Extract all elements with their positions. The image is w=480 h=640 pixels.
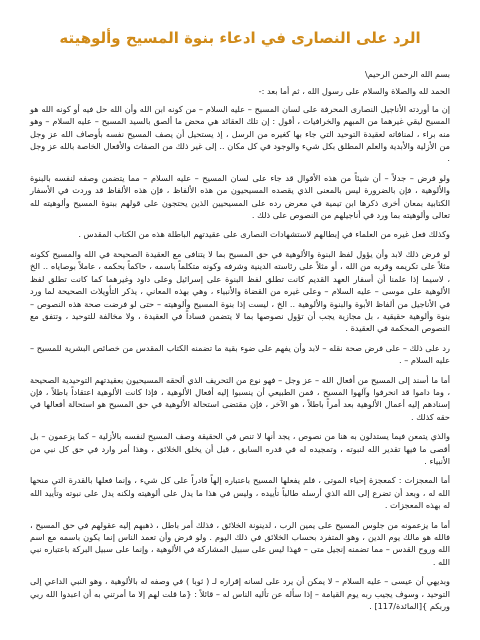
body-paragraph: إن ما أوردته الأناجيل النصارى المحرفة على لسان المسيح – عليه السلام – من كونه ابن الله وأن الله حل فيه أو كونه الله هو المسيح ليقي غيرهما من المبهم والخرافيات ، أقول : إن تلك العقائد هي محض ما ألصق بالسيد المسيح – عليه السلام – وهو منه براء ، لمنافاته لعقيدة التوحيد التي جاء بها كغيره من الرسل ، إذ يستحيل أن يصف المسيح نفسه بأوصاف الله عز وجل من الأزلية والأبدية والعلم المطلق بكل شيء والوجود في كل مكان .. إلى غير ذلك من الصفات والأفعال الخاصة بالله عز وجل . (30, 103, 450, 164)
body-paragraph: أما ما يزعمونه من جلوس المسيح على يمين الرب ، لدينونة الخلائق ، فذلك أمر باطل ، ذهبهم إليه عقولهم في حق المسيح ، فالله هو مالك يوم الدين ، وهو المتفرد بحساب الخلائق في ذلك اليوم . ولو فرض وأن تعمد الناس إنما يكون باسمه مع اسم الله وروح القدس – مما تضمنه إنجيل متى – فهذا ليس على سبيل المشاركة في الألوهية ، وإنما على سبيل البركة باعتباره نبي الله . (30, 519, 450, 567)
document-title: الرد على النصارى في ادعاء بنوة المسيح وألوهيته (59, 29, 421, 47)
opening-line: الحمد لله والصلاة والسلام على رسول الله ، ثم أما بعد :- (258, 86, 450, 97)
body-paragraph: وبديهي أن عيسى – عليه السلام – لا يمكن أن يرد على لسانه إقراره لـ ( ثوبا ) في وصفه له بالألوهية ، وهو النبي الداعي إلى التوحيد ، وسوف يجيب ربه يوم القيامة – إذا سأله عن تأليه الناس له – قائلاً : {ما قلت لهم إلا ما أمرتني به أن اعبدوا الله ربي وربكم }[المائدة/117] . (30, 576, 450, 612)
body-paragraph: وكذلك فعل غيره من العلماء في إبطالهم لاستشهادات النصارى على عقيدتهم الباطلة هذه من الكتاب المقدس . (78, 229, 450, 240)
body-paragraph: رد على ذلك – على فرض صحة نقله – لابد وأن يفهم على ضوء بقية ما تضمنه الكتاب المقدس من خصائص البشرية للمسيح – عليه السلام – . (30, 342, 450, 366)
basmala: بسم الله الرحمن الرحيم\ (364, 69, 450, 79)
body-paragraph: ولو فرض – جدلاً – أن شيئاً من هذه الأقوال قد جاء على لسان المسيح – عليه السلام – مما يتضمن وصفه لنفسه بالبنوة والألوهية ، فإن بالضرورة ليس بالمعنى الذي يقصده المسيحيون من هذه الألفاظ ، فإن هذه الألفاظ قد وردت في الأسفار الكتابية بمعان أخرى ذكرها ابن تيمية في معرض رده على المسيحيين الذين يحتجون على قولهم ببنوة المسيح وألوهيته لله تعالى وألوهيته بما ورد في أناجيلهم من النصوص على ذلك . (30, 172, 450, 221)
body-paragraph: أما المعجزات : كمعجزة إحياء الموتى ، فلم يفعلها المسيح باعتباره إلهاً قادراً على كل شيء ، وإنما فعلها بالقدرة التي منحها الله له ، وبعد أن تضرع إلى الله الذي أرسله طالباً تأييده ، وليس في هذا ما يدل على ألوهيته ولكنه يدل على نبوته وتأييد الله له بهذه المعجزات . (30, 475, 450, 511)
body-paragraph: لو فرض ذلك لابد وأن يؤول لفظ البنوة والألوهية في حق المسيح بما لا يتنافى مع العقيدة الصحيحة في الله والمسيح ككونه مثلاً على تكريمه وقربه من الله ، أو مثلاً على رئاسته الدينية وشرفه وكونه متكلماً باسمه ، حاكماً بحكمه ، عاملاً بوصاياه .. الخ ، لاسيما إذا علمنا أن أسفار العهد القديم كانت تطلق لفظ البنوة على إسرائيل وعلى داود وغيرهما كما كانت تطلق لفظ الألوهية على موسى – عليه السلام – وعلى غيره من القضاة والأنبياء ، وهي بهذه المعاني ، يذكر التأويلات الصحيحة لما ورد في الأناجيل من ألفاظ الأبوة والبنوة والألوهية .. الخ ، ليست إذا بنوة المسيح وألوهيته – حتى لو فرضت صحة هذه النصوص – بنوة وألوهية حقيقية ، بل مجازية يجب أن تؤول نصوصها بما لا يتضمن فساداً في العقيدة ، ولا مخالفة للتوحيد ، وتتفق مع النصوص المحكمة في العقيدة . (30, 248, 450, 334)
body-paragraph: والذي يتمعن فيما يستدلون به هنا من نصوص ، يجد أنها لا تنص في الحقيقة وصف المسيح لنفسه بالأزلية – كما يزعمون – بل أقصى ما فيها تقدير الله لنبوته ، وتمجيده له في قدره السابق ، قبل أن يخلق الخلائق ، وهذا أمر وارد في حق كل نبي من الأنبياء . (30, 431, 450, 466)
body-paragraph: أما ما أسند إلى المسيح من أفعال الله – عز وجل – فهو نوع من التحريف الذي ألحقه المسيحيون بعقيدتهم التوحيدية الصحيحة ، وما داموا قد انحرفوا وآلهوا المسيح ، فمن الطبيعي أن ينسبوا إليه أفعال الألوهية ، فإذا كانت الألوهية اعتقاداً باطلاً ، فإن إسنادهم إليه أعمال الألوهية بعد أمراً باطلاً ، هو الآخر ، فإن مقتضى استحالة الألوهية في حق المسيح هو استحالة أفعالها في حقه كذلك . (30, 374, 450, 422)
